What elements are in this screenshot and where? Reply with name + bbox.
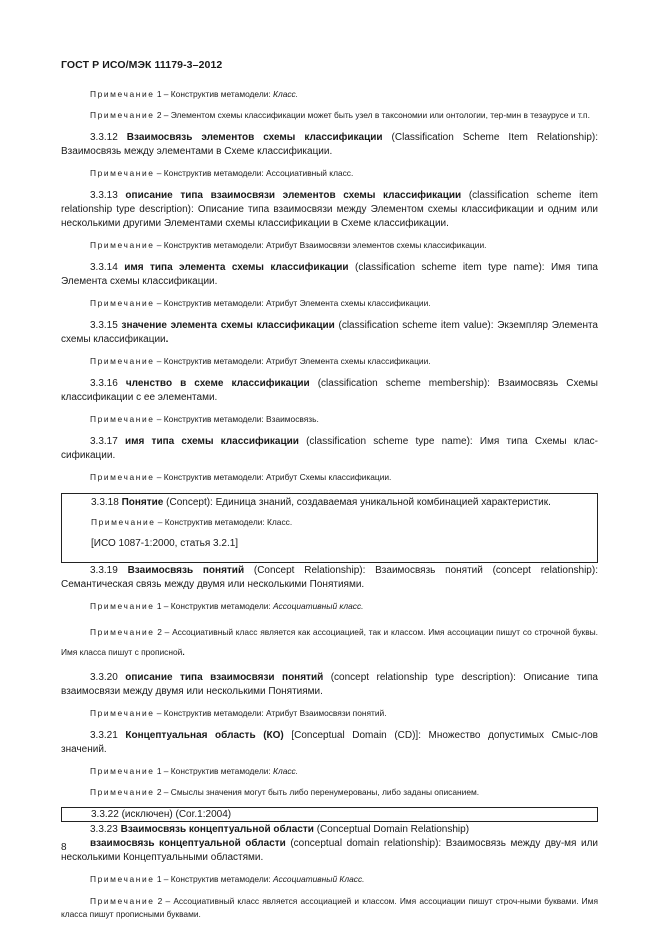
note-label: Примечание — [90, 89, 155, 99]
note-3-3-19-2: Примечание 2 – Ассоциативный класс является как ассоциацией, так и классом. Имя ассоциации пишут со строчной буквы. Имя класса пишут с прописной. — [61, 626, 598, 657]
term-3-3-12: 3.3.12 Взаимосвязь элементов схемы классификации (Classification Scheme Item Relationship): Взаимосвязь между элементами в Схеме классификации. — [61, 132, 598, 158]
term-3-3-21: 3.3.21 Концептуальная область (КО) [Conceptual Domain (CD)]: Множество допустимых Смыс-лов значений. — [61, 729, 598, 755]
reference-3-3-18: [ИСО 1087-1:2000, статья 3.2.1] — [91, 538, 239, 550]
note-3-3-13: Примечание – Конструктив метамодели: Атрибут Взаимосвязи элементов схемы классификации. — [90, 240, 487, 251]
page-number: 8 — [61, 842, 67, 853]
amendment-box-3-3-22 — [61, 807, 598, 822]
note-3-3-14: Примечание – Конструктив метамодели: Атрибут Элемента схемы классификации. — [90, 298, 431, 309]
note-3-3-19-1: Примечание 1 – Конструктив метамодели: Ассоциативный класс. — [90, 601, 364, 612]
term-3-3-20: 3.3.20 описание типа взаимосвязи понятий (concept relationship type description): Описание типа взаимосвязи между двумя или несколькими Понятиями. — [61, 671, 598, 697]
note-3-3-23-2: Примечание 2 – Ассоциативный класс является ассоциацией и классом. Имя ассоциации пишут строч-ными буквами. Имя класса пишут прописными буквами. — [61, 895, 598, 919]
term-3-3-13: 3.3.13 описание типа взаимосвязи элементов схемы классификации (classification scheme item relationship type description): Описание типа взаимосвязи между Элементом схемы классификации и одним или несколькими другими Элементами схемы классификации в Схеме классификации. — [61, 190, 598, 230]
term-3-3-22: 3.3.22 (исключен) (Cor.1:2004) — [91, 809, 232, 821]
note-2: Примечание 2 – Элементом схемы классификации может быть узел в таксономии или онтологии, тер-мин в тезаурусе и т.п. — [90, 110, 590, 121]
note-3-3-23-1: Примечание 1 – Конструктив метамодели: Ассоциативный Класс. — [90, 874, 365, 885]
term-3-3-23: 3.3.23 Взаимосвязь концептуальной области (Conceptual Domain Relationship) — [90, 824, 470, 836]
term-3-3-17: 3.3.17 имя типа схемы классификации (classification scheme type name): Имя типа Схемы клас-сификации. — [61, 436, 598, 462]
term-3-3-15: 3.3.15 значение элемента схемы классификации (classification scheme item value): Экземпляр Элемента схемы классификации. — [61, 320, 598, 346]
term-3-3-23-synonym: взаимосвязь концептуальной области (conceptual domain relationship): Взаимосвязь между дву-мя или несколькими Концептуальными областями. — [61, 838, 598, 864]
page-header: ГОСТ Р ИСО/МЭК 11179-3–2012 — [61, 59, 223, 71]
note-3-3-20: Примечание – Конструктив метамодели: Атрибут Взаимосвязи понятий. — [90, 707, 387, 718]
term-3-3-16: 3.3.16 членство в схеме классификации (classification scheme membership): Взаимосвязь Схемы классификации с ее элементами. — [61, 378, 598, 404]
page-content — [61, 88, 598, 929]
term-3-3-19: 3.3.19 Взаимосвязь понятий (Concept Relationship): Взаимосвязь понятий (concept relationship): Семантическая связь между двумя или несколькими Понятиями. — [61, 565, 598, 591]
note-3-3-16: Примечание – Конструктив метамодели: Взаимосвязь. — [90, 414, 319, 425]
note-1: Примечание 1 – Конструктив метамодели: Класс. — [90, 89, 299, 99]
amendment-box-3-3-18 — [61, 493, 598, 563]
note-3-3-12: Примечание – Конструктив метамодели: Ассоциативный класс. — [90, 168, 354, 179]
note-3-3-17: Примечание – Конструктив метамодели: Атрибут Схемы классификации. — [90, 472, 392, 483]
note-3-3-15: Примечание – Конструктив метамодели: Атрибут Элемента схемы классификации. — [90, 356, 431, 367]
note-3-3-21-2: Примечание 2 – Смыслы значения могут быть либо перенумерованы, либо заданы описанием. — [90, 786, 480, 797]
term-3-3-14: 3.3.14 имя типа элемента схемы классификации (classification scheme item type name): Имя типа Элемента схемы классификации. — [61, 262, 598, 288]
note-3-3-21-1: Примечание 1 – Конструктив метамодели: Класс. — [90, 765, 299, 776]
note-3-3-18: Примечание – Конструктив метамодели: Класс. — [91, 516, 293, 527]
term-3-3-18: 3.3.18 Понятие (Concept): Единица знаний, создаваемая уникальной комбинацией характеристик. — [91, 496, 551, 508]
